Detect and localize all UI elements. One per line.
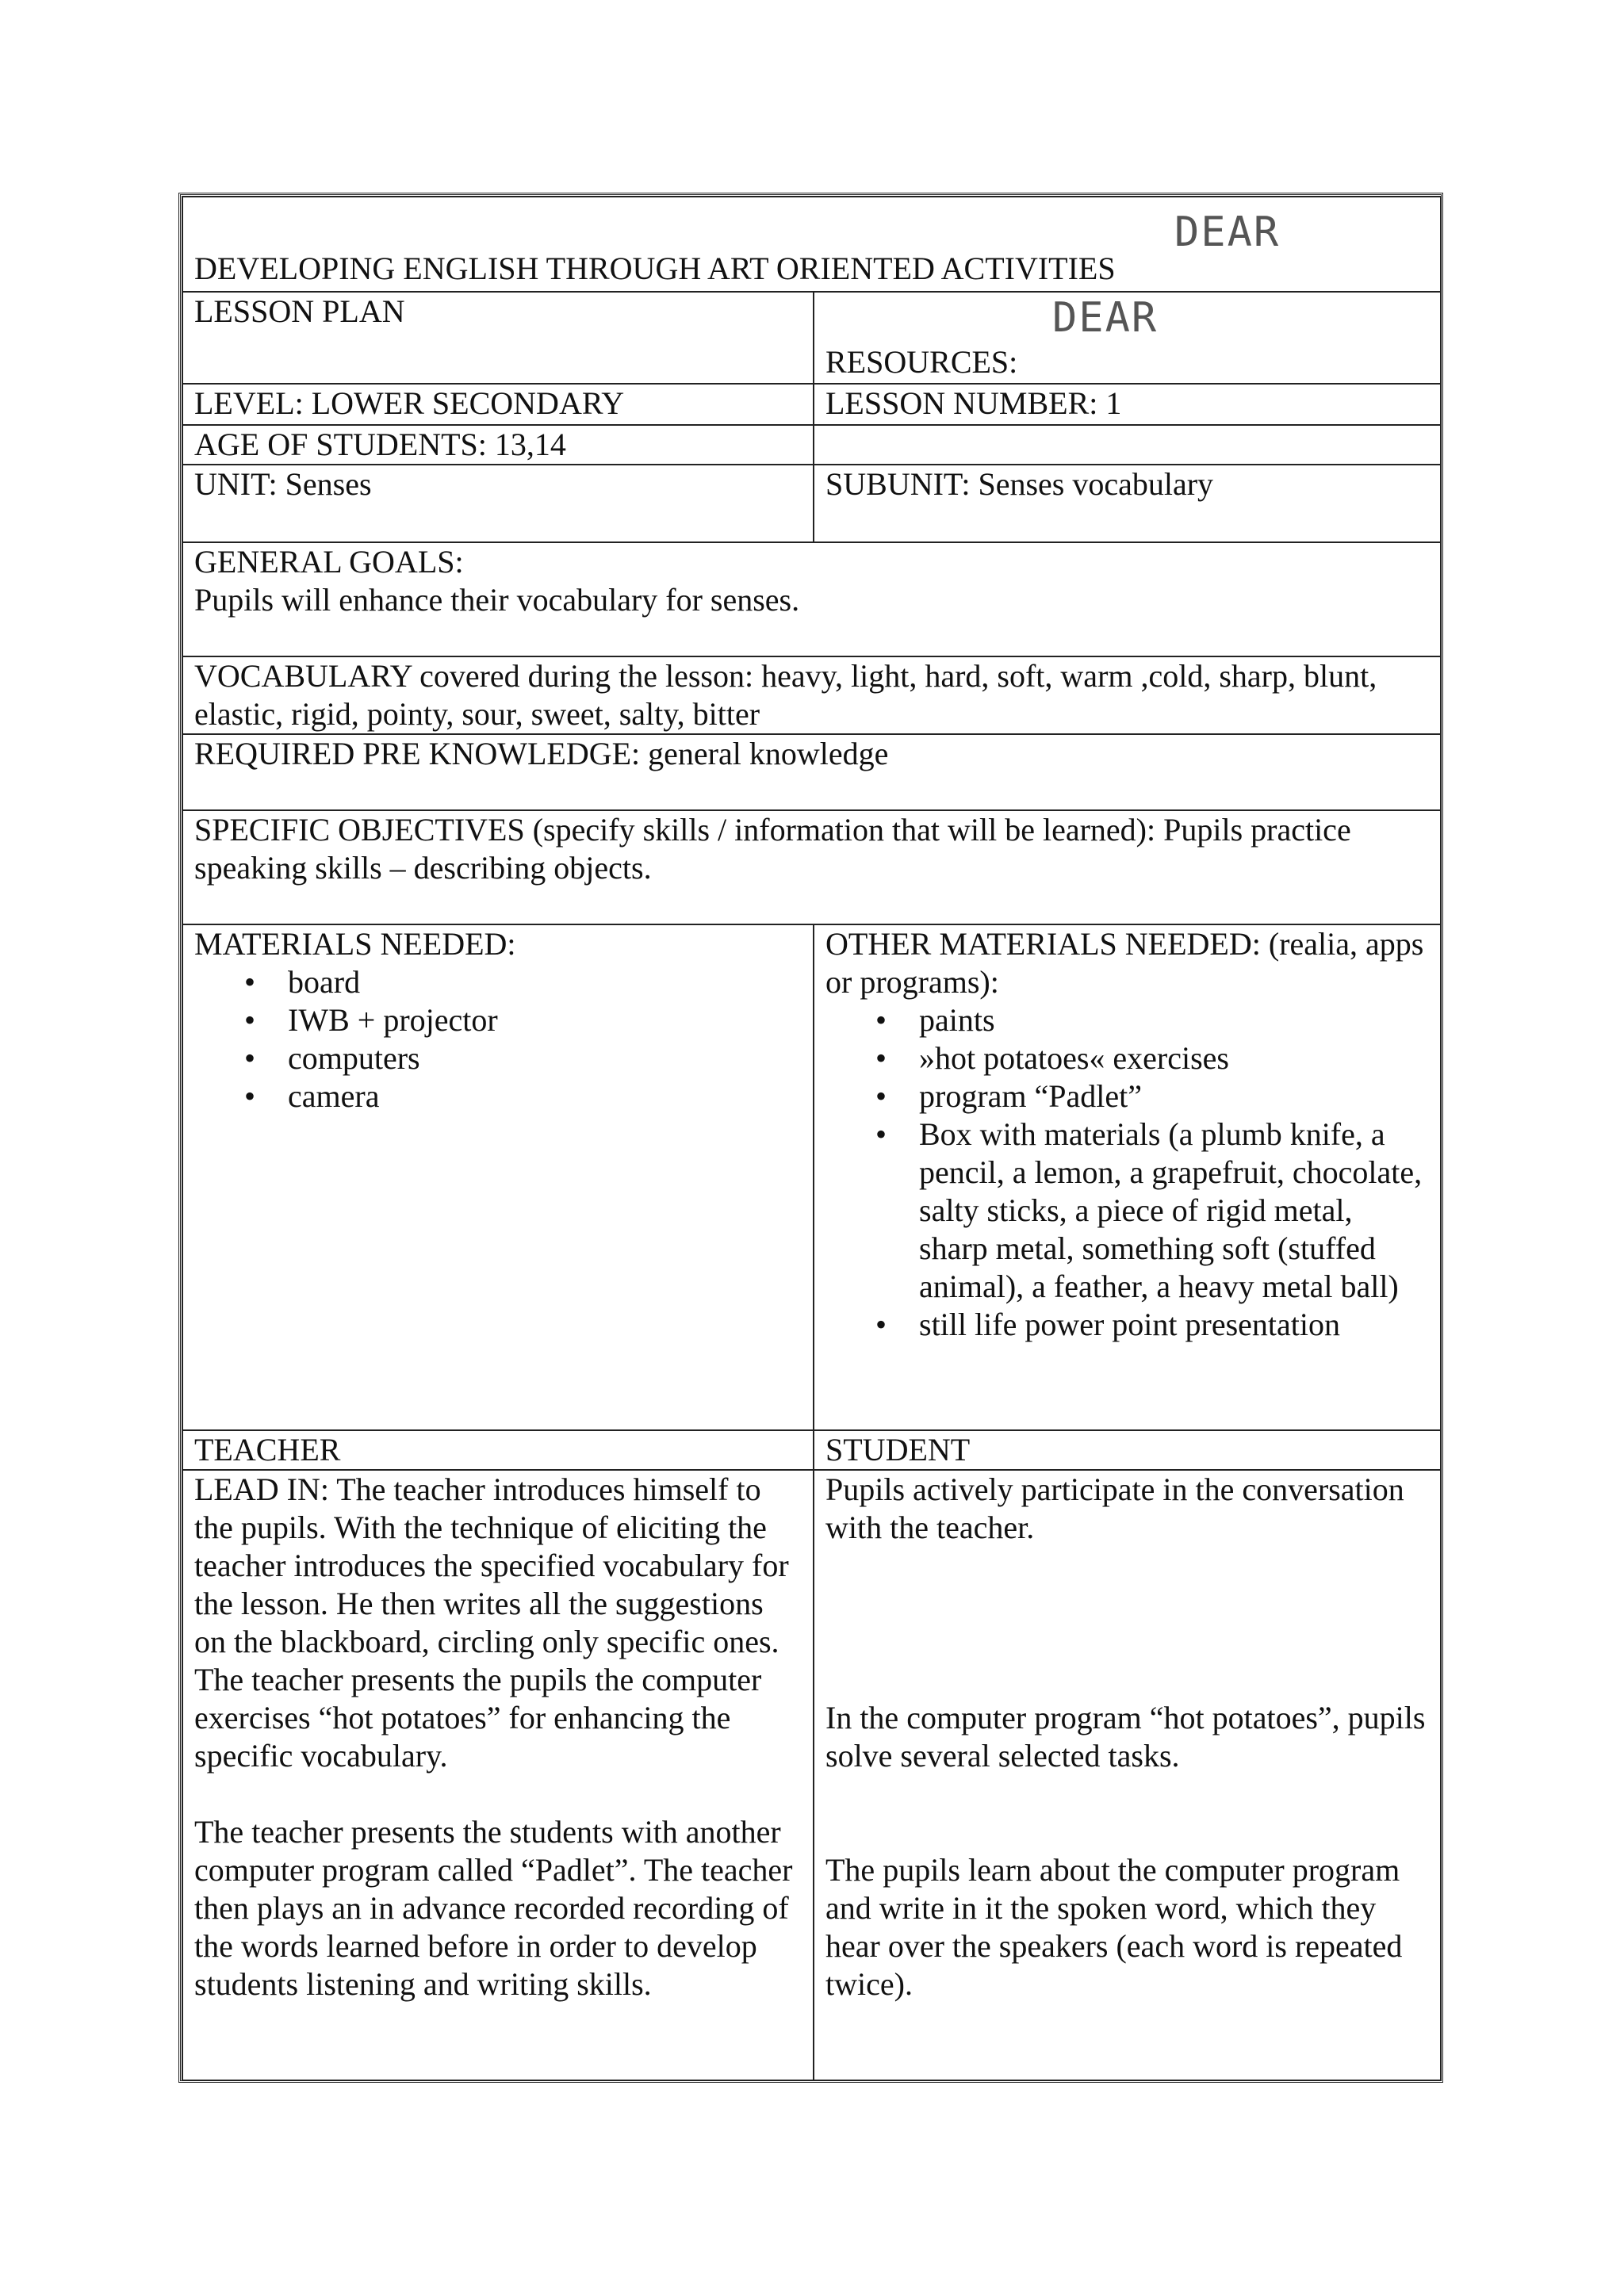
specific-objectives-text: SPECIFIC OBJECTIVES (specify skills / information that will be learned): Pupils practice speaking skills – describing objects. (182, 810, 1441, 924)
spacer (825, 1547, 1429, 1699)
level-row (182, 384, 1441, 425)
dear-logo-small: DEAR (1052, 294, 1159, 342)
student-activity-conversation: Pupils actively participate in the conversation with the teacher. (825, 1471, 1404, 1545)
vocabulary-row (182, 656, 1441, 734)
materials-cell (182, 924, 814, 1430)
resources-cell (814, 292, 1441, 384)
other-materials-item: • »hot potatoes« exercises (919, 1039, 1429, 1077)
vocabulary-text: VOCABULARY covered during the lesson: heavy, light, hard, soft, warm ,cold, sharp, blunt, elastic, rigid, pointy, sour, sweet, salty, bitter (182, 656, 1441, 734)
lesson-plan-label: LESSON PLAN (182, 292, 814, 384)
student-activity-hot-potatoes: In the computer program “hot potatoes”, pupils solve several selected tasks. (825, 1700, 1426, 1774)
age-row-empty-cell (814, 425, 1441, 465)
student-header: STUDENT (814, 1430, 1441, 1470)
lesson-plan-table (182, 196, 1442, 2081)
dear-logo: DEAR (1174, 209, 1281, 256)
other-materials-item: • paints (919, 1001, 1429, 1039)
other-materials-label: OTHER MATERIALS NEEDED: (realia, apps or programs): (825, 926, 1424, 1000)
general-goals-cell (182, 542, 1441, 656)
subunit-text: SUBUNIT: Senses vocabulary (814, 465, 1441, 542)
materials-row (182, 924, 1441, 1430)
teacher-activity-padlet: The teacher presents the students with another computer program called “Padlet”. The teacher then plays an in advance recorded recording of the words learned before in order to develop students listening and writing skills. (194, 1814, 793, 2002)
spacer (825, 1775, 1429, 1851)
other-materials-item: • still life power point presentation (919, 1306, 1429, 1344)
teacher-activities-cell (182, 1470, 814, 2080)
other-materials-cell (814, 924, 1441, 1430)
lesson-plan-row (182, 292, 1441, 384)
student-activities-cell (814, 1470, 1441, 2080)
teacher-header: TEACHER (182, 1430, 814, 1470)
lesson-number-text: LESSON NUMBER: 1 (814, 384, 1441, 425)
materials-list (194, 963, 802, 1115)
materials-item: • IWB + projector (288, 1001, 802, 1039)
student-activity-padlet: The pupils learn about the computer program and write in it the spoken word, which they hear over the speakers (each word is repeated twice). (825, 1852, 1403, 2002)
teacher-activity-lead-in: LEAD IN: The teacher introduces himself to the pupils. With the technique of eliciting the teacher introduces the specified vocabulary for the lesson. He then writes all the suggestions on the blackboard, circling only specific ones. (194, 1471, 789, 1659)
pre-knowledge-text: REQUIRED PRE KNOWLEDGE: general knowledge (182, 734, 1441, 810)
general-goals-label: GENERAL GOALS: (194, 544, 464, 580)
document-title: DEVELOPING ENGLISH THROUGH ART ORIENTED ACTIVITIES (194, 251, 1116, 286)
age-row (182, 425, 1441, 465)
teacher-activity-hot-potatoes: The teacher presents the pupils the computer exercises “hot potatoes” for enhancing the specific vocabulary. (194, 1662, 762, 1774)
activity-header-row (182, 1430, 1441, 1470)
general-goals-text: Pupils will enhance their vocabulary for senses. (194, 582, 800, 618)
age-text: AGE OF STUDENTS: 13,14 (182, 425, 814, 465)
title-cell (182, 197, 1441, 292)
materials-item: • board (288, 963, 802, 1001)
spacer (194, 1775, 802, 1813)
materials-item: • computers (288, 1039, 802, 1077)
resources-label: RESOURCES: (825, 344, 1018, 380)
general-goals-row (182, 542, 1441, 656)
specific-objectives-row (182, 810, 1441, 924)
other-materials-item: • Box with materials (a plumb knife, a pencil, a lemon, a grapefruit, chocolate, salty sticks, a piece of rigid metal, sharp metal, something soft (stuffed animal), a feather, a heavy metal ball) (919, 1115, 1429, 1306)
level-text: LEVEL: LOWER SECONDARY (182, 384, 814, 425)
materials-item: • camera (288, 1077, 802, 1115)
activity-body-row (182, 1470, 1441, 2080)
unit-text: UNIT: Senses (182, 465, 814, 542)
other-materials-list (825, 1001, 1429, 1344)
title-row (182, 197, 1441, 292)
unit-row (182, 465, 1441, 542)
pre-knowledge-row (182, 734, 1441, 810)
other-materials-item: • program “Padlet” (919, 1077, 1429, 1115)
materials-label: MATERIALS NEEDED: (194, 926, 516, 962)
